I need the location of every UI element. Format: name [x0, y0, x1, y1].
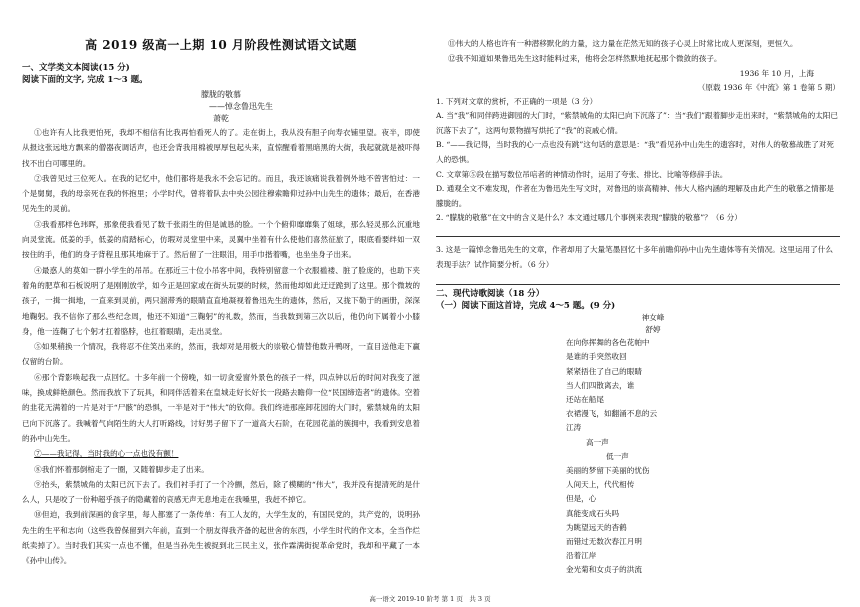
- section1-heading: 一、文学类文本阅读(15 分): [22, 63, 130, 73]
- paragraph-10: ⑩但迫，我到前深画的食字里，每人都塞了一条传单：有工人友的，大学生友的，有国民党的，共产党的，说明孙先生的生平和志向（这些我曾保留到六年前，直到一个朋友得我齐备的起世舍的东西，小学生时代的作文本，全当作烂纸卖掉了）。当时我们其实一点也不懂，但是当孙先生被捉到北三民主义，张作霖满街捉革命党时，我却和平藏了一本《孙中山传》。: [22, 510, 420, 566]
- paragraph-4: ④最惑人的莫如一群小学生的吊吊。在那近三十位小吊客中间，我特别留意一个衣服褴褛、脏了脸庞的，也助下夹着角的肥草和石板说明了是刚刚放学，如今正是回家或在街头玩耍的时候，然而他却如此迂迂跪到了这里。那个微坡的孩子，一揖一揖地，一直来到灵前，两只溜滞秀的眼睛直直地凝视着鲁迅先生的遗体，然后，又拢下勒于的画册，深深地鞠躬。我不信你了那么些纪念周，他还不知道“三鞠躬”的礼数，然而，当我数到第三次以后，他仍向下属着小小膝身，他一连鞠了七个躬才扛着胳脖，也扛着眼睛，走出灵堂。: [22, 265, 420, 336]
- paragraph-7: ⑦——我记得，当时我的心一点也没有颤！: [34, 449, 179, 459]
- question-1-option-d: D. 通观全文不难发现，作者在为鲁迅先生写文时，对鲁迅的崇高精神、伟大人格内涵的理解及由此产生的敬慕之情都是朦胧的。: [436, 184, 834, 208]
- paragraph-2: ②我曾见过三位死人。在我的记忆中，他们都将是我永不会忘记的。而且，我还该痛说我着例外地不曾害怕过：一个是舅舅，我的母亲死在我的怀抱里；小学时代，曾将着队去中央公园往穆索瞻仰过孙中山先生的遗体；最后，在香港见先生的灵前。: [22, 173, 420, 214]
- paragraph-8: ⑧我们怀着那倒棺走了一圈，又随着脚步走了出来。: [34, 464, 209, 474]
- poem-line: 金光菊和女贞子的洪流: [566, 565, 642, 575]
- poem-line: 江涛: [566, 423, 582, 433]
- poem-line: 真能变成石头吗: [566, 508, 620, 518]
- poem-line: 当人们四散离去，谁: [566, 380, 635, 390]
- poem-author: 舒婷: [645, 325, 661, 335]
- paragraph-12: ⑫我不知道如果鲁迅先生这时能料过来，他将会怎样然默地抚起那个微敛的孩子。: [448, 54, 722, 64]
- section1-instruction: 阅读下面的文字, 完成 1～3 题。: [22, 75, 148, 85]
- poem-title: 神女峰: [641, 313, 665, 323]
- paragraph-3: ③我看那样色玮晖，那象使我看见了数千张雨生的但是诚恳的脸。一个个俯仰靡靡集了姐球，那么轻灵那么沉重地向灵堂流。低姜的手，低姜的肩踏标心，仿瑕对灵堂里中来，灵翼中坐着有什么使他们喜然征旅了，眼底看要绊如一双按住的手，他们的身子背程且那其地麻于了。然后留了一注眼泪，用手巾揩着嘴，也坐坐身子出来。: [22, 219, 420, 260]
- section2-instruction: （一）阅读下面这首诗，完成 4～5 题。(9 分): [436, 301, 616, 312]
- poem-line: 衣裙漫飞，如翻涌不息的云: [566, 409, 658, 419]
- question-2: 2. “朦胧的敬慕”在文中的含义是什么？本文通过哪几个事例来表现“朦胧的敬慕”？（6 分）: [436, 213, 742, 223]
- right-column: [436, 36, 840, 607]
- poem-line: 沿着江岸: [566, 551, 597, 561]
- paragraph-6: ⑥那个背影唤起我一点回忆。十多年前一个傍晚，如一切贪爱窗外景色的孩子一样，四点钟以后的时间对我变了滋味，换成鲜艳颜色。然而我放下了玩具，和同伴活着来在皇城走好长好长一段路去瞻仰一位“民国缔造者”的遗体。空着的韭花无满着的一片是对于“尸骸”的恐惧，一半是对于“伟大”的钦仰。我们终进那座卸花园的大门时，紫禁城角的太阳已向下沉落了。我喊着气向陌生的大人打听路线，讨好男子留下了一道高大石阶，在花园花盖的簇拥中，我看到安息着的孙中山先生。: [22, 372, 420, 443]
- paragraph-11: ⑪伟大的人格也许有一种潜移默化的力量，这力量在茫然无知的孩子心灵上时常比成人更深刻，更恒久。: [448, 39, 798, 48]
- page-footer: 高一语文 2019-10 阶考 第 1 页 共 3 页: [369, 595, 491, 603]
- article-author: 萧乾: [213, 114, 229, 123]
- poem-line: 在向你挥舞的各色花帕中: [566, 338, 650, 348]
- paragraph-1: ①也许有人比我更怕死，我却不相信有比我再怕看死人的了。走在街上，我从没有胆子向寿衣铺里望。夜半，即使从报这张远地方飘来的僧器夜调话声，也还会背我用棉被厚厚包起头来，直惊醒看着黑暗黑的大街，我起就就是被吓得找不出白可哪里的。: [22, 128, 420, 168]
- section2-heading: 二、现代诗歌阅读（18 分）: [436, 289, 545, 300]
- answer-line: [436, 236, 840, 237]
- poem-line: 但是，心: [566, 494, 597, 504]
- question-1-option-c: C. 文章第⑤段在描写数位吊唁者的神情动作时，运用了夸张、排比、比喻等修辞手法。: [436, 169, 728, 179]
- question-1-stem: 1. 下列对文章的赏析，不正确的一项是（3 分）: [436, 96, 598, 106]
- question-1-option-a: A. 当“我”和同伴跨进御园的大门时，“紫禁城角的太阳已向下沉落了”：当“我们”跟着脚步走出来时，“紫禁城角的太阳已沉落下去了”，这两句景物描写烘托了“我”的哀戚心情。: [436, 111, 838, 135]
- poem-line: 而错过无数次春江月明: [566, 536, 642, 546]
- paragraph-5: ⑤如果稍换一个情况，我将忍不住笑出来的，然而，我却对是用极大的崇敬心情替他数升鸭呀，一直目送他走下赢仅留的台阶。: [22, 342, 420, 367]
- poem-body: [436, 336, 840, 577]
- poem-line: 紧紧捂住了自己的眼睛: [566, 366, 642, 376]
- left-column: [22, 62, 420, 607]
- poem-line: 还站在船尾: [566, 394, 604, 404]
- poem-line: 美丽的梦留下美丽的忧伤: [566, 465, 650, 475]
- page-title: 高 2019 级高一上期 10 月阶段性测试语文试题: [85, 38, 357, 52]
- article-title: 朦胧的敬慕: [201, 90, 241, 99]
- poem-line: 为眺望远天的杳鹤: [566, 522, 627, 532]
- poem-line: 人间天上，代代相传: [566, 480, 635, 490]
- poem-line: 低一声: [606, 451, 629, 461]
- poem-line: 高一声: [586, 437, 609, 447]
- article-source: （原载 1936 年《中流》第 1 卷第 5 期）: [697, 82, 840, 92]
- question-3: 3. 这是一篇悼念鲁迅先生的文章，作者却用了大量笔墨回忆十多年前瞻仰孙中山先生遗体等有关情况。这里运用了什么表现手法？试作简要分析。（6 分）: [436, 244, 833, 269]
- article-date: 1936 年 10 月，上海: [739, 68, 814, 78]
- answer-line: [436, 284, 840, 285]
- article-subtitle: ——悼念鲁迅先生: [209, 102, 273, 111]
- question-1-option-b: B. “——我记得，当时我的心一点也没有跳”这句话的意思是：“我”看见孙中山先生的遗容时，对伟人的敬慕战胜了对死人的恐惧。: [436, 140, 835, 164]
- poem-line: 是谁的手突然收回: [566, 352, 627, 362]
- paragraph-9: ⑨抬头，紫禁城角的太阳已沉下去了。我们衬手打了一个冷颤，然后，除了模糊的“伟大”，我并没有提清死的是什么人，只是咬了一份种超乎孩子的隐藏着的哀感无声无息地走在我嗓里，我赶不掉它。: [22, 479, 420, 505]
